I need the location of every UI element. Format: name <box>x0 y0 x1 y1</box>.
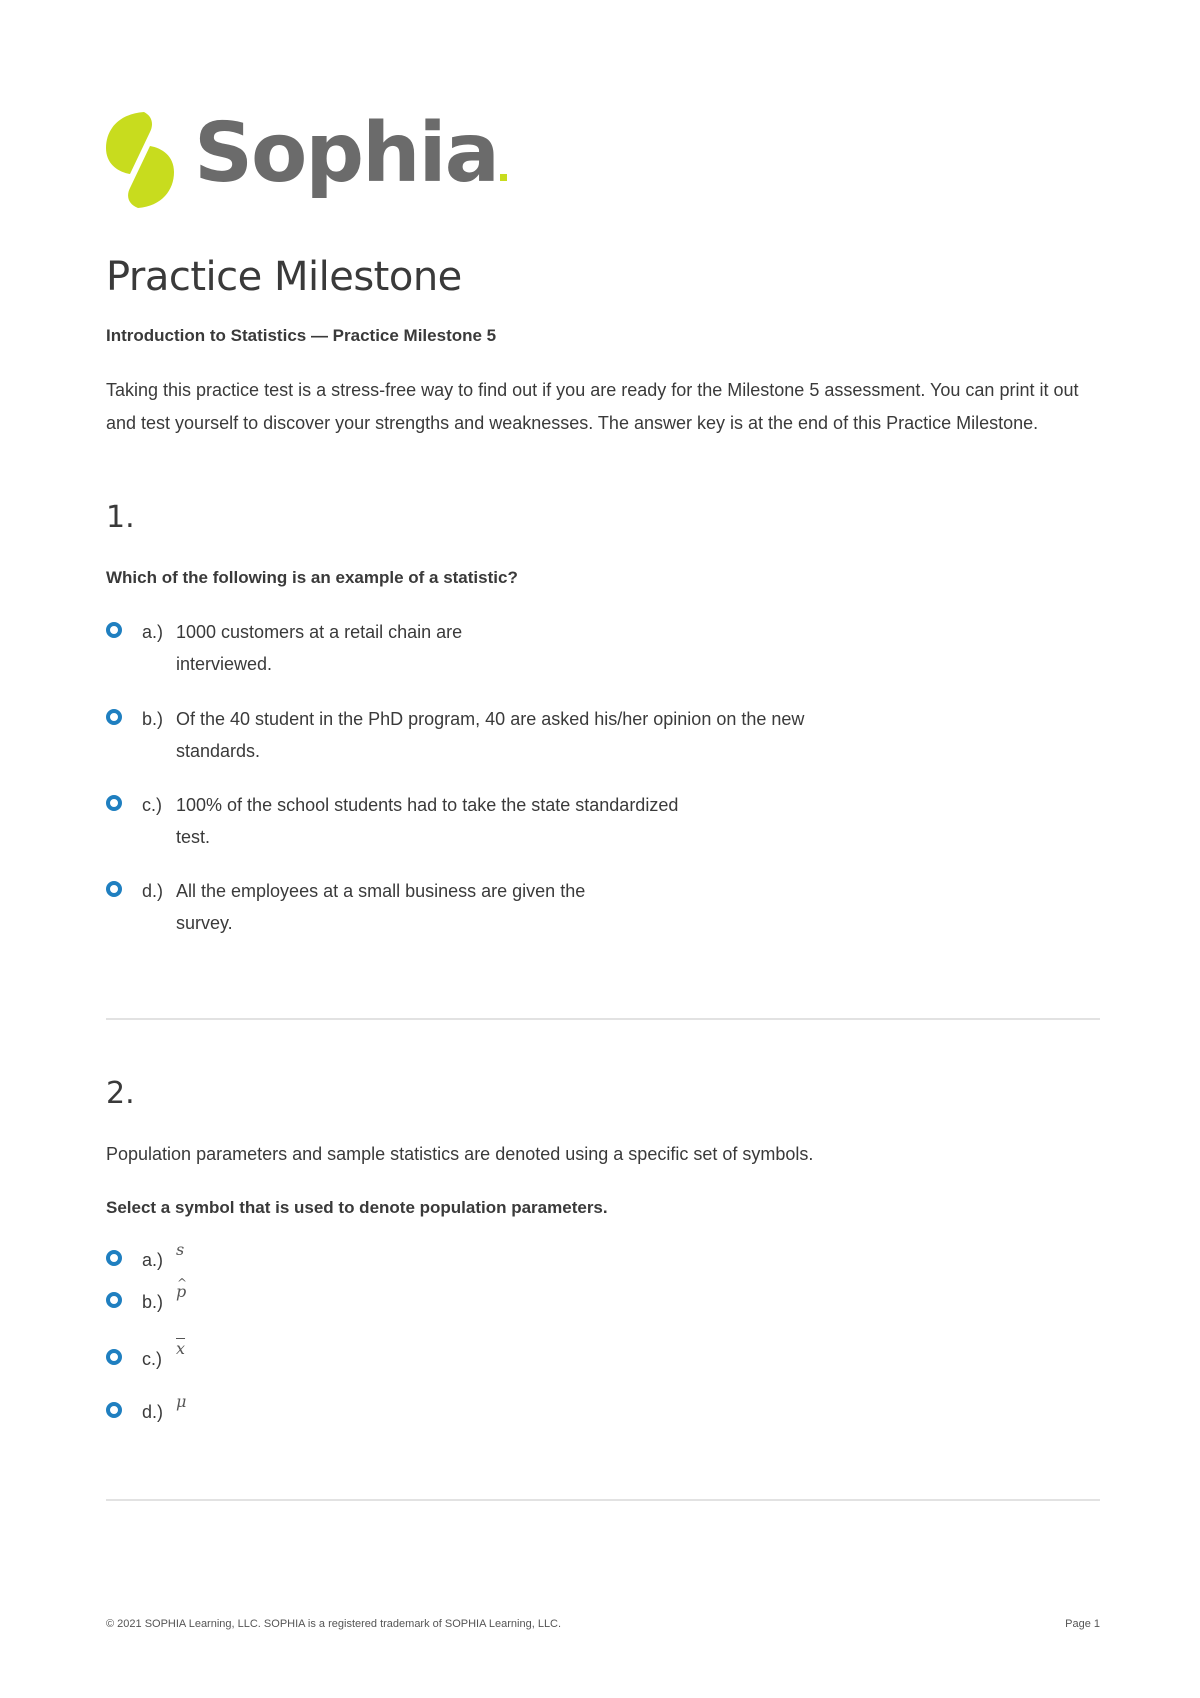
question-1-prompt: Which of the following is an example of a statistic? <box>106 568 518 587</box>
section-divider <box>106 1499 1100 1501</box>
radio-button-icon[interactable] <box>106 795 122 811</box>
option-text: Of the 40 student in the PhD program, 40 are asked his/her opinion on the new standards. <box>176 709 805 761</box>
radio-button-icon[interactable] <box>106 622 122 638</box>
question-1-option-c[interactable] <box>106 789 678 853</box>
option-letter: c.) <box>142 795 162 815</box>
footer-page-number: Page 1 <box>1065 1618 1100 1630</box>
radio-button-icon[interactable] <box>106 709 122 725</box>
option-letter: d.) <box>142 881 164 901</box>
question-1-option-a[interactable] <box>106 616 462 680</box>
question-2-number: 2. <box>106 1076 135 1111</box>
option-letter: a.) <box>142 622 164 642</box>
question-2-context: Population parameters and sample statistics are denoted using a specific set of symbols. <box>106 1144 814 1164</box>
option-text: All the employees at a small business are given the survey. <box>176 881 586 933</box>
question-2-option-a[interactable] <box>106 1240 185 1276</box>
radio-button-icon[interactable] <box>106 1402 122 1418</box>
symbol-p-hat: ^ p <box>176 1276 186 1308</box>
course-subtitle: Introduction to Statistics — Practice Milestone 5 <box>106 326 497 345</box>
option-letter: b.) <box>142 709 164 729</box>
question-2-option-b[interactable] <box>106 1282 187 1318</box>
section-divider <box>106 1018 1100 1020</box>
radio-button-icon[interactable] <box>106 1349 122 1365</box>
symbol-x-bar: $\overline{x}$ <box>176 1339 186 1358</box>
radio-button-icon[interactable] <box>106 1292 122 1308</box>
question-1-option-d[interactable] <box>106 875 585 939</box>
option-letter: c.) <box>142 1349 162 1369</box>
footer-copyright: © 2021 SOPHIA Learning, LLC. SOPHIA is a registered trademark of SOPHIA Learning, LLC. <box>106 1618 562 1630</box>
symbol-mu: μ <box>176 1392 187 1411</box>
question-1-number: 1. <box>106 500 135 535</box>
page-title: Practice Milestone <box>106 254 462 300</box>
option-text: 100% of the school students had to take the state standardized test. <box>176 795 679 847</box>
question-1-option-b[interactable] <box>106 703 804 767</box>
symbol-s: s <box>176 1240 185 1259</box>
option-text: 1000 customers at a retail chain are interviewed. <box>176 622 463 674</box>
radio-button-icon[interactable] <box>106 1250 122 1266</box>
question-2-prompt: Select a symbol that is used to denote population parameters. <box>106 1198 608 1217</box>
logo-wordmark: Sophia <box>194 113 507 195</box>
radio-button-icon[interactable] <box>106 881 122 897</box>
sophia-logo <box>104 106 507 208</box>
option-letter: a.) <box>142 1250 164 1270</box>
option-letter: d.) <box>142 1402 164 1422</box>
question-2-option-d[interactable] <box>106 1392 187 1428</box>
question-2-option-c[interactable] <box>106 1339 186 1375</box>
sophia-logo-icon <box>104 112 176 208</box>
intro-paragraph: Taking this practice test is a stress-free way to find out if you are ready for the Milestone 5 assessment. You can print it out and test yourself to discover your strengths and weaknesses. The answer key is at the end of this Practice Milestone. <box>106 380 1079 433</box>
option-letter: b.) <box>142 1292 164 1312</box>
